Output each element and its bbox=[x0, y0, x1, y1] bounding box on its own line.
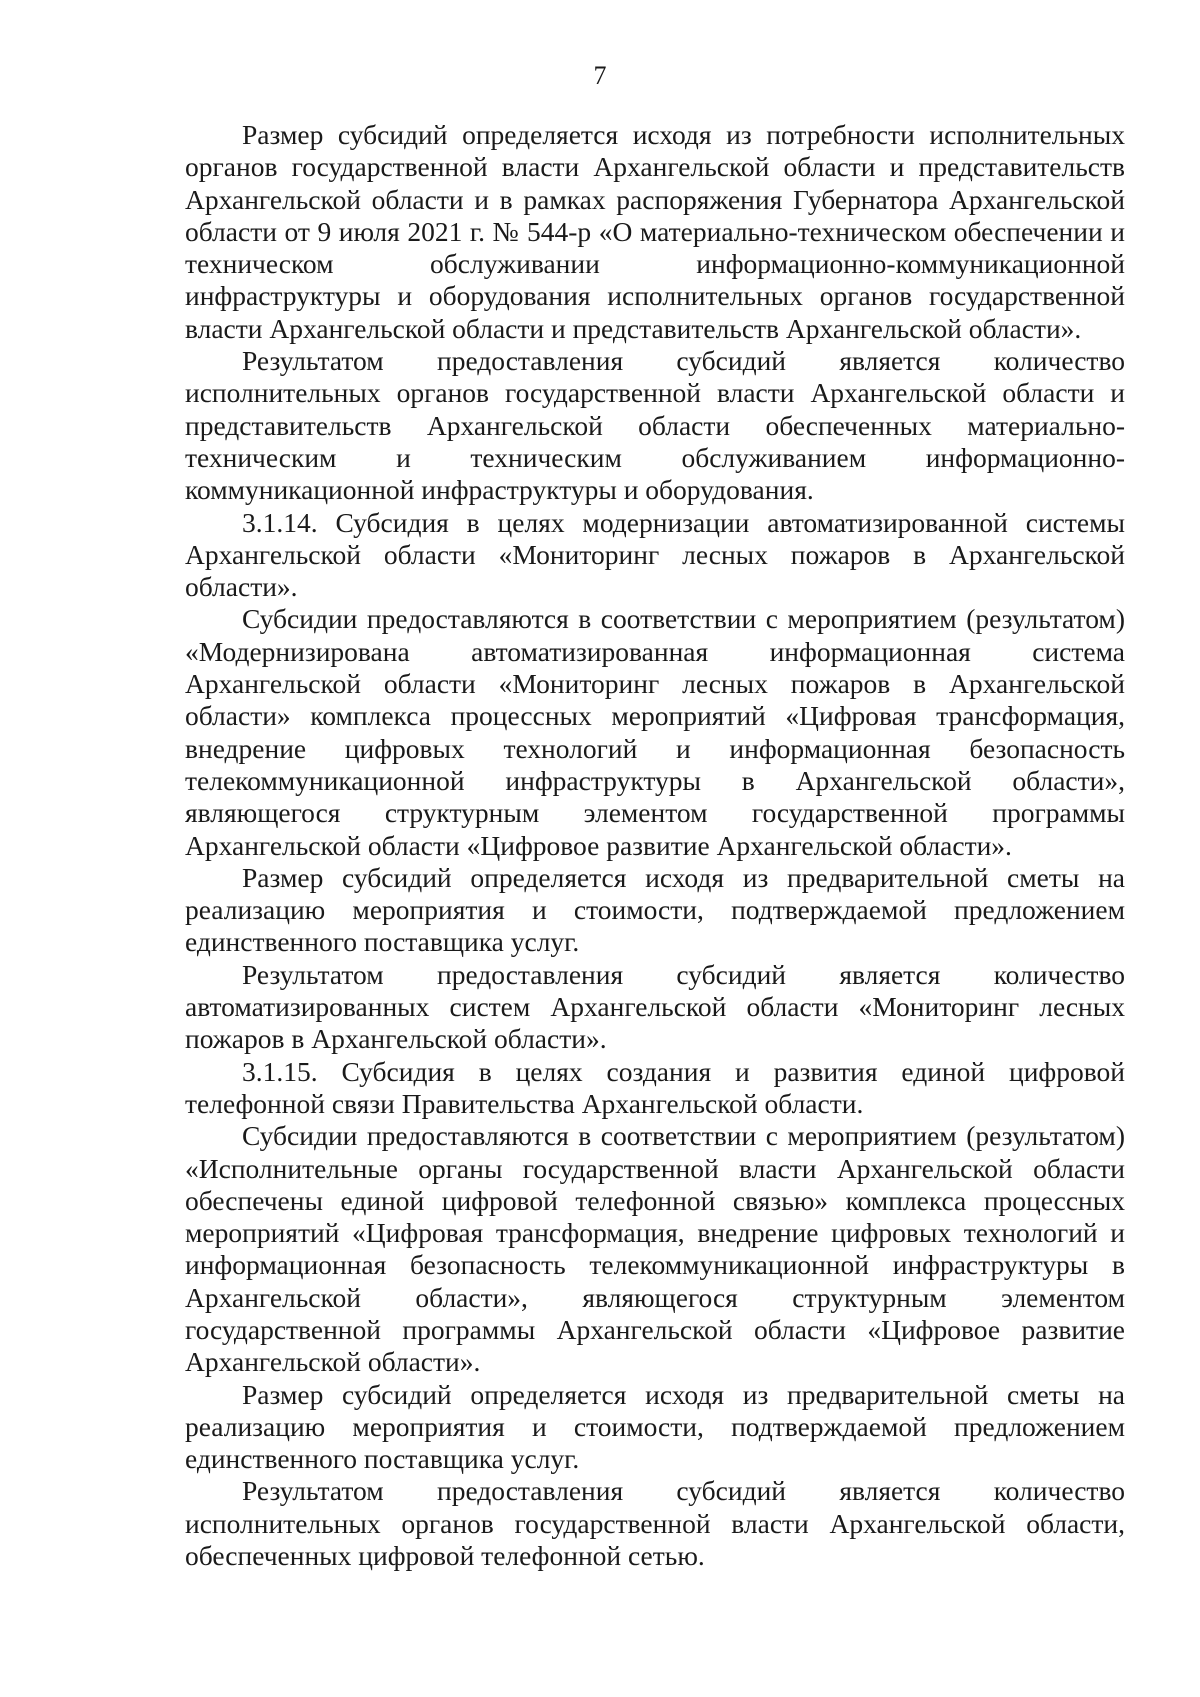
page-number: 7 bbox=[593, 61, 607, 90]
paragraph-subsidy-size-estimate-2: Размер субсидий определяется исходя из предварительной сметы на реализацию мероприятия и стоимости, подтверждаемой предложением единственного поставщика услуг. bbox=[185, 1378, 1125, 1475]
paragraph-result-telephony: Результатом предоставления субсидий является количество исполнительных органов государственной власти Архангельской области, обеспеченных цифровой телефонной сетью. bbox=[185, 1475, 1125, 1572]
paragraph-result-material-support: Результатом предоставления субсидий является количество исполнительных органов государственной власти Архангельской области и представительств Архангельской области обеспеченных материально-техническим и техническим обслуживанием информационно-коммуникационной инфраструктуры и оборудования. bbox=[185, 345, 1125, 506]
paragraph-section-3-1-15: 3.1.15. Субсидия в целях создания и развития единой цифровой телефонной связи Правительства Архангельской области. bbox=[185, 1055, 1125, 1119]
document-body bbox=[185, 119, 1125, 1572]
paragraph-subsidy-telephony-event: Субсидии предоставляются в соответствии с мероприятием (результатом) «Исполнительные органы государственной власти Архангельской области обеспечены единой цифровой телефонной связью» комплекса процессных мероприятий «Цифровая трансформация, внедрение цифровых технологий и информационная безопасность телекоммуникационной инфраструктуры в Архангельской области», являющегося структурным элементом государственной программы Архангельской области «Цифровое развитие Архангельской области». bbox=[185, 1120, 1125, 1378]
paragraph-result-fire-monitoring: Результатом предоставления субсидий является количество автоматизированных систем Архангельской области «Мониторинг лесных пожаров в Архангельской области». bbox=[185, 958, 1125, 1055]
paragraph-subsidy-fire-monitoring-event: Субсидии предоставляются в соответствии с мероприятием (результатом) «Модернизирована автоматизированная информационная система Архангельской области «Мониторинг лесных пожаров в Архангельской области» комплекса процессных мероприятий «Цифровая трансформация, внедрение цифровых технологий и информационная безопасность телекоммуникационной инфраструктуры в Архангельской области», являющегося структурным элементом государственной программы Архангельской области «Цифровое развитие Архангельской области». bbox=[185, 603, 1125, 861]
paragraph-subsidy-size-estimate: Размер субсидий определяется исходя из предварительной сметы на реализацию мероприятия и стоимости, подтверждаемой предложением единственного поставщика услуг. bbox=[185, 861, 1125, 958]
paragraph-subsidy-size-needs: Размер субсидий определяется исходя из потребности исполнительных органов государственной власти Архангельской области и представительств Архангельской области и в рамках распоряжения Губернатора Архангельской области от 9 июля 2021 г. № 544-р «О материально-техническом обеспечении и техническом обслуживании информационно-коммуникационной инфраструктуры и оборудования исполнительных органов государственной власти Архангельской области и представительств Архангельской области». bbox=[185, 119, 1125, 344]
paragraph-section-3-1-14: 3.1.14. Субсидия в целях модернизации автоматизированной системы Архангельской области «Мониторинг лесных пожаров в Архангельской области». bbox=[185, 506, 1125, 603]
